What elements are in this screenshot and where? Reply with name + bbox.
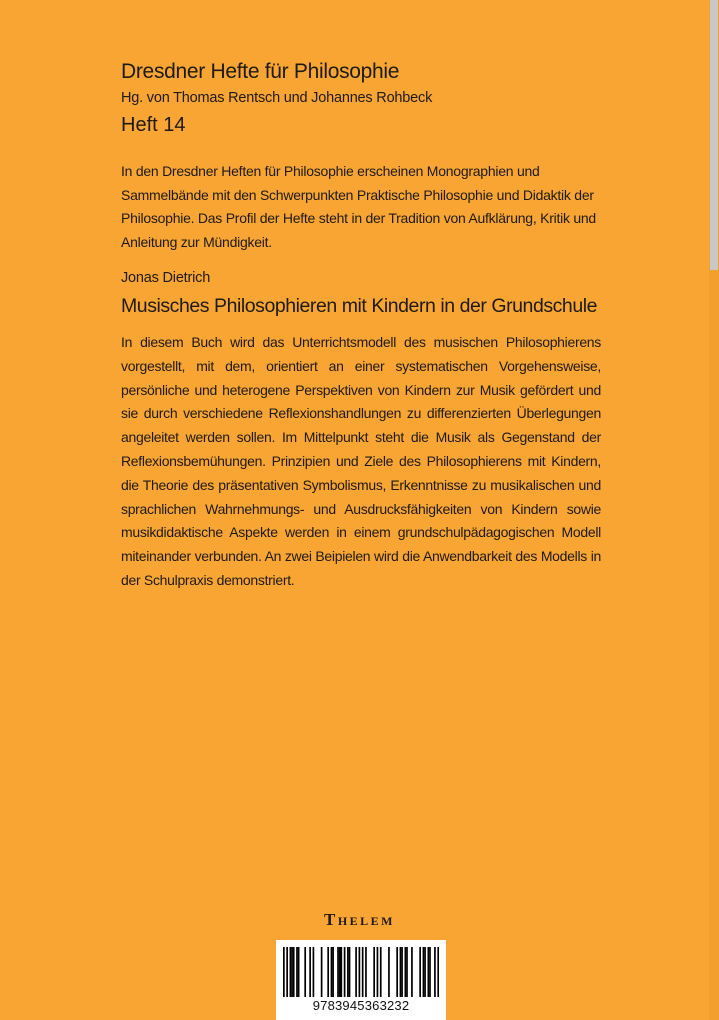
barcode-bar: [291, 947, 293, 997]
book-title: Musisches Philosophieren mit Kindern in der Grundschule: [121, 295, 598, 317]
publisher-logo: Thelem: [323, 910, 395, 929]
barcode-bar: [362, 947, 364, 997]
barcode-bar: [340, 947, 342, 997]
barcode-bar: [365, 947, 367, 997]
author-name: Jonas Dietrich: [121, 270, 211, 286]
barcode-bar: [405, 947, 407, 997]
barcode-bar: [411, 947, 413, 997]
barcode-bar: [347, 947, 349, 997]
barcode-bar: [331, 947, 333, 997]
barcode-bar: [309, 947, 311, 997]
barcode-bar: [388, 947, 390, 997]
barcode-bar: [290, 947, 292, 997]
series-description: In den Dresdner Heften für Philosophie erscheinen Monographien und Sammelbände mit den Schwerpunkten Praktische Philosophie und Didaktik der Philosophie. Das Profil der Hefte steht in der Tradition von Aufklärung, Kritik und Anleitung zur Mündigkeit.: [121, 163, 596, 250]
barcode-bar: [396, 947, 398, 997]
barcode-bar: [359, 947, 361, 997]
book-blurb: In diesem Buch wird das Unterrichtsmodell des musischen Philosophierens vorgestellt, mit dem, orientiert an einer systematischen Vorgehensweise, persönliche und heterogene Perspektiven von Kindern zur Musik gefördert und sie durch verschiedene Reflexionshandlungen zu differenzierten Überlegungen angeleitet werden sollen. Im Mittelpunkt steht die Musik als Gegenstand der Reflexionsbemühungen. Prinzipien und Ziele des Philosophierens mit Kindern, die Theorie des präsentativen Symbolismus, Erkenntnisse zu musikalischen und sprachlichen Wahrnehmungs- und Ausdrucksfähigkeiten von Kindern sowie musikdidaktische Aspekte werden in einem grundschulpädagogischen Modell miteinander verbunden. An zwei Beipielen wird die Anwendbarkeit des Modells in der Schulpraxis demonstriert.: [121, 334, 601, 588]
barcode-bar: [373, 947, 375, 997]
barcode-bar: [337, 947, 339, 997]
barcode-bar: [423, 947, 425, 997]
barcode-bar: [401, 947, 403, 997]
barcode-bar: [283, 947, 285, 997]
barcode-bar: [293, 947, 295, 997]
volume-number: Heft 14: [121, 114, 186, 136]
barcode-bar: [377, 947, 379, 997]
barcode-bar: [437, 947, 439, 997]
barcode-bar: [298, 947, 300, 997]
barcode-bar: [380, 947, 382, 997]
barcode-bar: [313, 947, 315, 997]
series-editors: Hg. von Thomas Rentsch und Johannes Rohbeck: [121, 90, 433, 106]
barcode-bar: [434, 947, 436, 997]
series-title: Dresdner Hefte für Philosophie: [121, 60, 400, 83]
barcode-bar: [321, 947, 323, 997]
barcode-bar: [406, 947, 408, 997]
barcode-bar: [339, 947, 341, 997]
isbn-barcode: [276, 940, 446, 1020]
scrollbar[interactable]: [709, 0, 719, 1020]
barcode-bar: [327, 947, 329, 997]
barcode-bar: [296, 947, 298, 997]
barcode-bar: [429, 947, 431, 997]
barcode-bar: [349, 947, 351, 997]
barcode-bar: [355, 947, 357, 997]
barcode-bar: [304, 947, 306, 997]
barcode-bar: [419, 947, 421, 997]
barcode-bar: [286, 947, 288, 997]
barcode-bar: [424, 947, 426, 997]
barcode-bar: [332, 947, 334, 997]
isbn-number: 9783945363232: [312, 998, 410, 1013]
barcode-bar: [428, 947, 430, 997]
barcode-bars: [283, 947, 439, 997]
barcode-bar: [344, 947, 346, 997]
scrollbar-thumb[interactable]: [710, 0, 718, 270]
barcode-bar: [400, 947, 402, 997]
